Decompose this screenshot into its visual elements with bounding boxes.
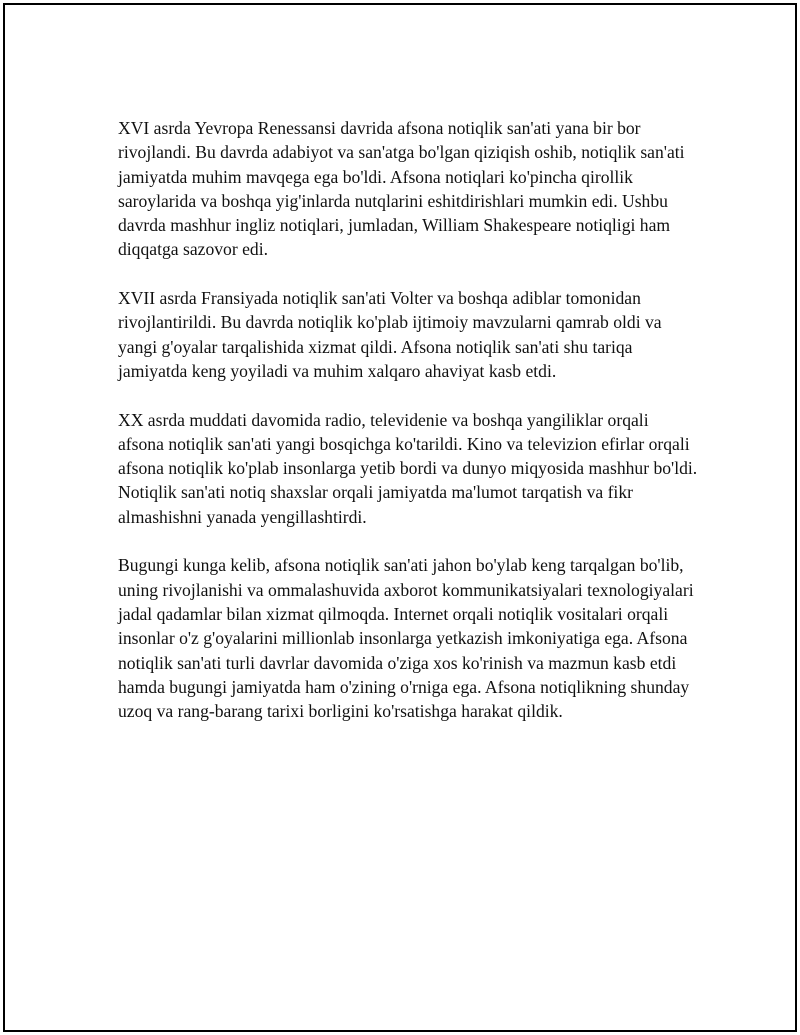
paragraph-france: XVII asrda Fransiyada notiqlik san'ati Volter va boshqa adiblar tomonidan rivojlantirildi. Bu davrda notiqlik ko'plab ijtimoiy mavzularni qamrab oldi va yangi g'oyalar tarqalishida xizmat qildi. Afsona notiqlik san'ati shu tariqa jamiyatda keng yoyiladi va muhim xalqaro ahaviyat kasb etdi.: [118, 288, 662, 381]
paragraph-today: Bugungi kunga kelib, afsona notiqlik san'ati jahon bo'ylab keng tarqalgan bo'lib, uning rivojlanishi va ommalashuvida axborot kommunikatsiyalari texnologiyalari jadal qadamlar bilan xizmat qilmoqda. Internet orqali notiqlik vositalari orqali insonlar o'z g'oyalarini millionlab insonlarga yetkazish imkoniyatiga ega. Afsona notiqlik san'ati turli davrlar davomida o'ziga xos ko'rinish va mazmun kasb etdi hamda bugungi jamiyatda ham o'zining o'rniga ega. Afsona notiqlikning shunday uzoq va rang-barang tarixi borligini ko'rsatishga harakat qildik.: [118, 555, 694, 722]
document-body: [118, 116, 698, 748]
paragraph-twentieth-century: XX asrda muddati davomida radio, televidenie va boshqa yangiliklar orqali afsona notiqlik san'ati yangi bosqichga ko'tarildi. Kino va televizion efirlar orqali afsona notiqlik ko'plab insonlarga yetib bordi va dunyo miqyosida mashhur bo'ldi. Notiqlik san'ati notiq shaxslar orqali jamiyatda ma'lumot tarqatish va fikr almashishni yanada yengillashtirdi.: [118, 409, 698, 527]
paragraph-renaissance: XVI asrda Yevropa Renessansi davrida afsona notiqlik san'ati yana bir bor rivojlandi. Bu davrda adabiyot va san'atga bo'lgan qiziqish oshib, notiqlik san'ati jamiyatda muhim mavqega ega bo'ldi. Afsona notiqlari ko'pincha qirollik saroylarida va boshqa yig'inlarda nutqlarini eshitdirishlari mumkin edi. Ushbu davrda mashhur ingliz notiqlari, jumladan, William Shakespeare notiqligi ham diqqatga sazovor edi.: [118, 118, 685, 260]
